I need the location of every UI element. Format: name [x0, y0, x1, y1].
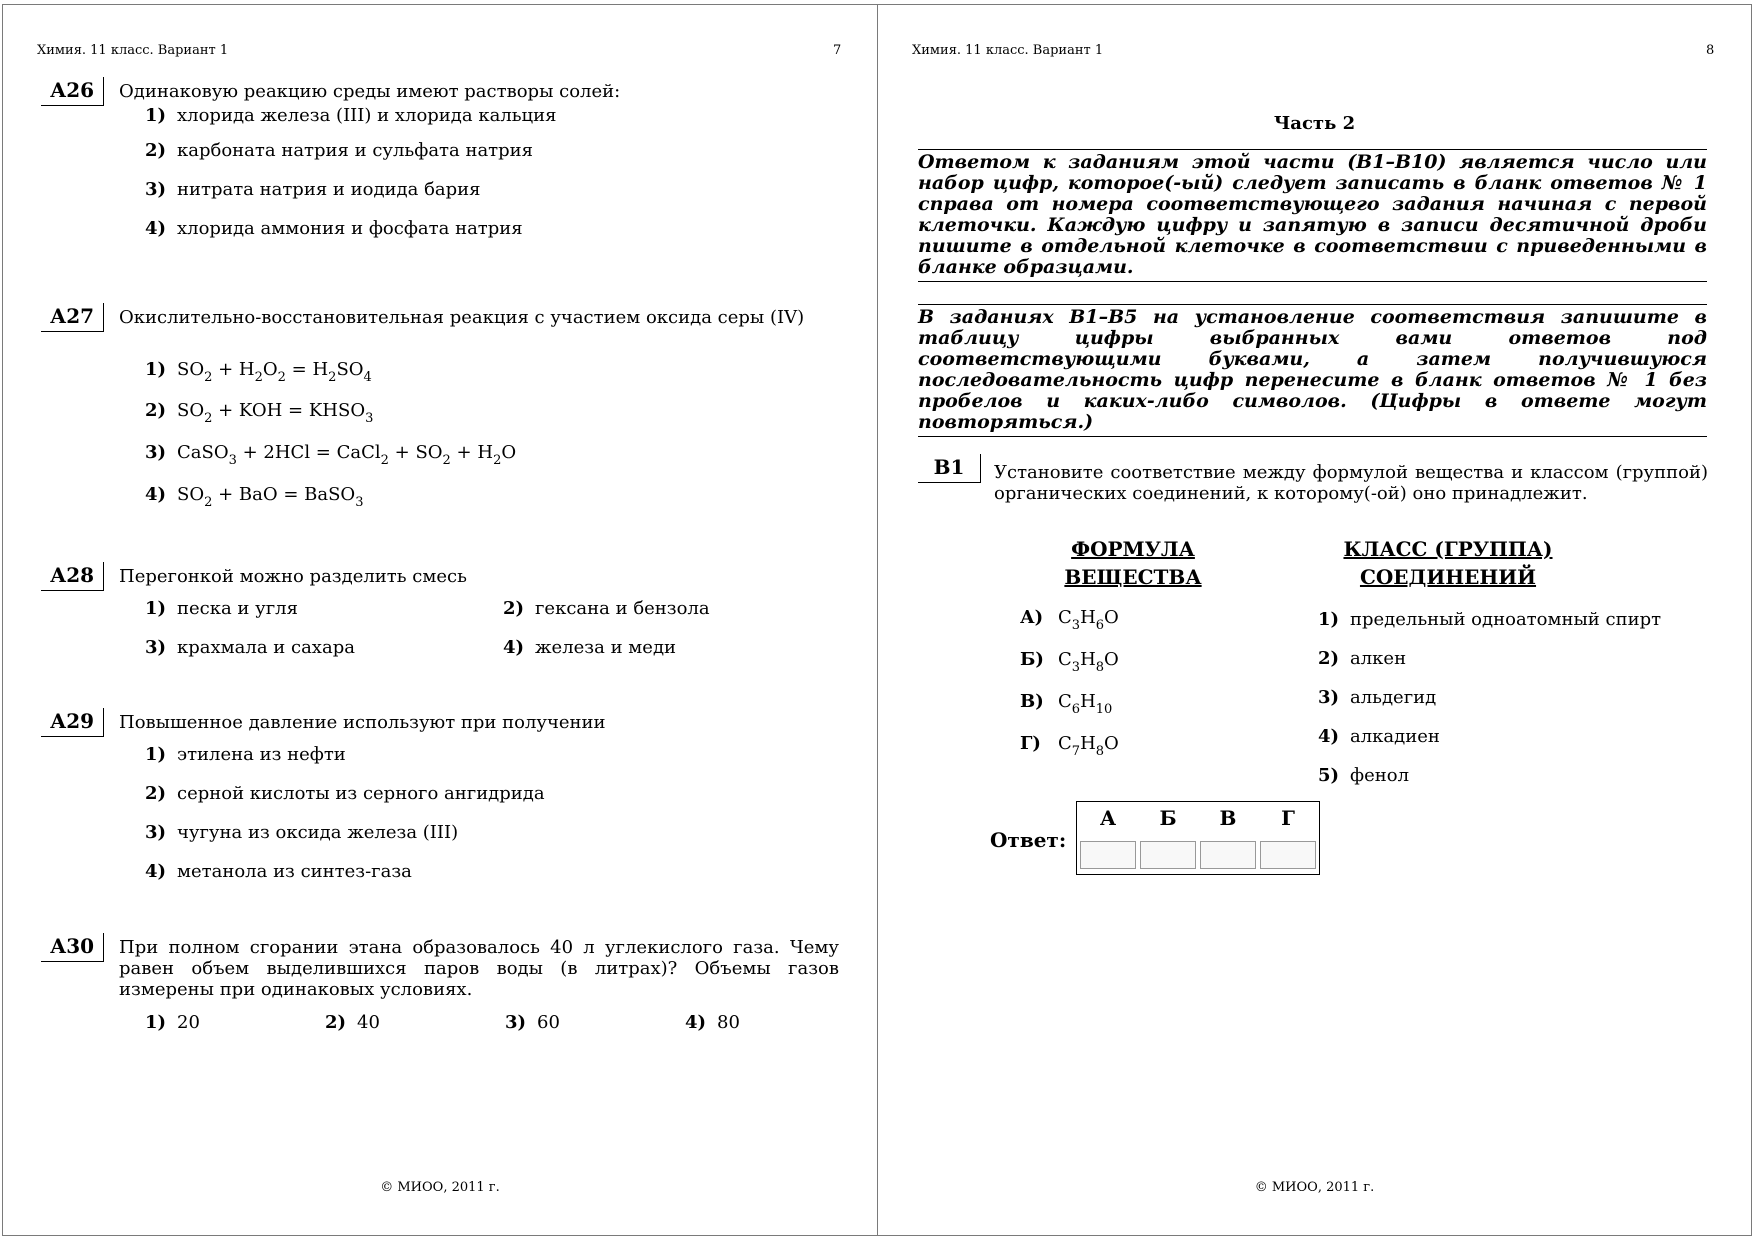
option-number: 1) [1318, 609, 1340, 630]
answer-cell-a[interactable] [1080, 841, 1136, 869]
class-option [1318, 765, 1409, 786]
instruction-block: В заданиях В1–В5 на установление соответствия запишите в таблицу цифры выбранных вами ответов под соответствующими буквами, а затем получившуюся последовательность цифр перенесите в бланк ответов № 1 без пробелов и каких-либо символов. (Цифры в ответе могут повторяться.) [918, 304, 1707, 437]
option-text: алкадиен [1350, 726, 1440, 747]
answer-col-header: Г [1281, 806, 1295, 830]
question-number: А26 [41, 77, 104, 106]
option-text: железа и меди [535, 637, 677, 658]
question-text: Повышенное давление используют при получении [119, 712, 606, 733]
part-title: Часть 2 [1273, 113, 1356, 134]
answer-cell-g[interactable] [1260, 841, 1316, 869]
answer-label: Ответ: [990, 828, 1067, 852]
option-number: 2) [145, 140, 167, 161]
option-text: алкен [1350, 648, 1407, 669]
option [145, 140, 533, 161]
option-text: хлорида железа (III) и хлорида кальция [177, 105, 557, 126]
class-option [1318, 687, 1436, 708]
answer-cell-b[interactable] [1140, 841, 1196, 869]
option [145, 637, 355, 658]
option-text: 20 [177, 1012, 200, 1033]
option [145, 1012, 200, 1033]
option-number: 2) [145, 400, 167, 421]
option-text: 80 [717, 1012, 740, 1033]
option-number: 2) [503, 598, 525, 619]
option-number: 2) [1318, 648, 1340, 669]
option-number: 5) [1318, 765, 1340, 786]
formula-row [1020, 691, 1113, 717]
option-text: карбоната натрия и сульфата натрия [177, 140, 534, 161]
column-header-line: ВЕЩЕСТВА [1064, 565, 1202, 589]
question-number: А30 [41, 933, 104, 962]
page-header-left: Химия. 11 класс. Вариант 1 [912, 43, 1104, 58]
question-text: При полном сгорании этана образовалось 40 л углекислого газа. Чему равен объем выделившихся паров воды (в литрах)? Объемы газов измерены при одинаковых условиях. [119, 937, 839, 1000]
option-number: 1) [145, 359, 167, 380]
answer-table [1076, 801, 1320, 875]
column-header-line: КЛАСС (ГРУППА) [1343, 537, 1553, 561]
answer-col-header: А [1099, 806, 1117, 830]
answer-col-header: В [1219, 806, 1237, 830]
page-8 [877, 4, 1752, 1236]
option-number: 4) [145, 861, 167, 882]
option-number: 1) [145, 105, 167, 126]
answer-col-header: Б [1159, 806, 1177, 830]
option [685, 1012, 740, 1033]
question-text: Установите соответствие между формулой вещества и классом (группой) органических соединений, к которому(-ой) оно принадлежит. [994, 462, 1708, 504]
option [505, 1012, 560, 1033]
column-header-class [1278, 535, 1618, 591]
page-number: 7 [833, 43, 842, 58]
page-7 [2, 4, 878, 1236]
answer-cell-v[interactable] [1200, 841, 1256, 869]
option [145, 484, 364, 510]
option-number: 1) [145, 744, 167, 765]
formula-letter: Б) [1020, 649, 1044, 670]
question-number: А29 [41, 708, 104, 737]
question-text: Перегонкой можно разделить смесь [119, 566, 467, 587]
option-text: серной кислоты из серного ангидрида [177, 783, 545, 804]
question-number: В1 [918, 454, 981, 483]
option-text: метанола из синтез-газа [177, 861, 412, 882]
question-number: А28 [41, 562, 104, 591]
equation: $SO_2$ + KOH = $KHSO_3$ [177, 400, 374, 426]
option-number: 2) [325, 1012, 347, 1033]
option [145, 442, 517, 468]
class-option [1318, 726, 1440, 747]
option [325, 1012, 380, 1033]
option-number: 4) [503, 637, 525, 658]
equation: $SO_2 + H_2O_2 = H_2SO_4$ [177, 359, 372, 385]
option [145, 400, 374, 426]
formula-letter: А) [1020, 607, 1044, 628]
formula-row [1020, 607, 1119, 633]
option [145, 861, 412, 882]
formula-letter: Г) [1020, 733, 1041, 754]
formula-letter: В) [1020, 691, 1044, 712]
option-text: фенол [1350, 765, 1410, 786]
option-text: предельный одноатомный спирт [1350, 609, 1662, 630]
option-number: 1) [145, 598, 167, 619]
page-header-left: Химия. 11 класс. Вариант 1 [37, 43, 229, 58]
option-text: чугуна из оксида железа (III) [177, 822, 459, 843]
option-number: 4) [685, 1012, 707, 1033]
option-text: гексана и бензола [535, 598, 710, 619]
class-option [1318, 609, 1661, 630]
option-text: этилена из нефти [177, 744, 346, 765]
option [145, 744, 346, 765]
formula-row [1020, 649, 1119, 675]
page-footer: © МИОО, 2011 г. [1254, 1180, 1375, 1195]
formula: $C_7H_8O$ [1058, 733, 1119, 759]
option-text: нитрата натрия и иодида бария [177, 179, 481, 200]
option [145, 105, 557, 126]
option-number: 3) [145, 822, 167, 843]
option [145, 218, 523, 239]
option-number: 4) [1318, 726, 1340, 747]
column-header-line: ФОРМУЛА [1071, 537, 1195, 561]
option-text: 40 [357, 1012, 380, 1033]
option-number: 3) [505, 1012, 527, 1033]
class-option [1318, 648, 1406, 669]
option-number: 2) [145, 783, 167, 804]
equation: CaSO$_3$ + 2HCl = CaCl$_2$ + $SO_2 + H_2O$ [177, 442, 517, 468]
option-number: 3) [145, 442, 167, 463]
equation: $SO_2$ + BaO = BaSO$_3$ [177, 484, 364, 510]
formula: $C_3H_8O$ [1058, 649, 1119, 675]
option-text: хлорида аммония и фосфата натрия [177, 218, 523, 239]
formula: $C_6H_{10}$ [1058, 691, 1113, 717]
formula-row [1020, 733, 1119, 759]
option [145, 179, 481, 200]
option-number: 3) [145, 179, 167, 200]
question-text: Одинаковую реакцию среды имеют растворы солей: [119, 81, 621, 102]
option-number: 4) [145, 484, 167, 505]
formula: $C_3H_6O$ [1058, 607, 1119, 633]
option-text: 60 [537, 1012, 560, 1033]
instruction-block: Ответом к заданиям этой части (В1–В10) является число или набор цифр, которое(-ый) следует записать в бланк ответов № 1 справа от номера соответствующего задания начиная с первой клеточки. Каждую цифру и запятую в записи десятичной дроби пишите в отдельной клеточке в соответствии с приведенными в бланке образцами. [918, 149, 1707, 282]
option [145, 822, 458, 843]
option-text: песка и угля [177, 598, 298, 619]
option-text: крахмала и сахара [177, 637, 355, 658]
question-number: А27 [41, 303, 104, 332]
option [145, 598, 298, 619]
option-number: 3) [1318, 687, 1340, 708]
question-text: Окислительно-восстановительная реакция с участием оксида серы (IV) [119, 307, 805, 328]
option-text: альдегид [1350, 687, 1437, 708]
column-header-formula [998, 535, 1268, 591]
option [145, 359, 372, 385]
option [145, 783, 545, 804]
column-header-line: СОЕДИНЕНИЙ [1359, 565, 1537, 589]
page-number: 8 [1706, 43, 1715, 58]
option [503, 637, 676, 658]
option-number: 3) [145, 637, 167, 658]
page-footer: © МИОО, 2011 г. [380, 1180, 500, 1195]
option [503, 598, 710, 619]
option-number: 1) [145, 1012, 167, 1033]
option-number: 4) [145, 218, 167, 239]
